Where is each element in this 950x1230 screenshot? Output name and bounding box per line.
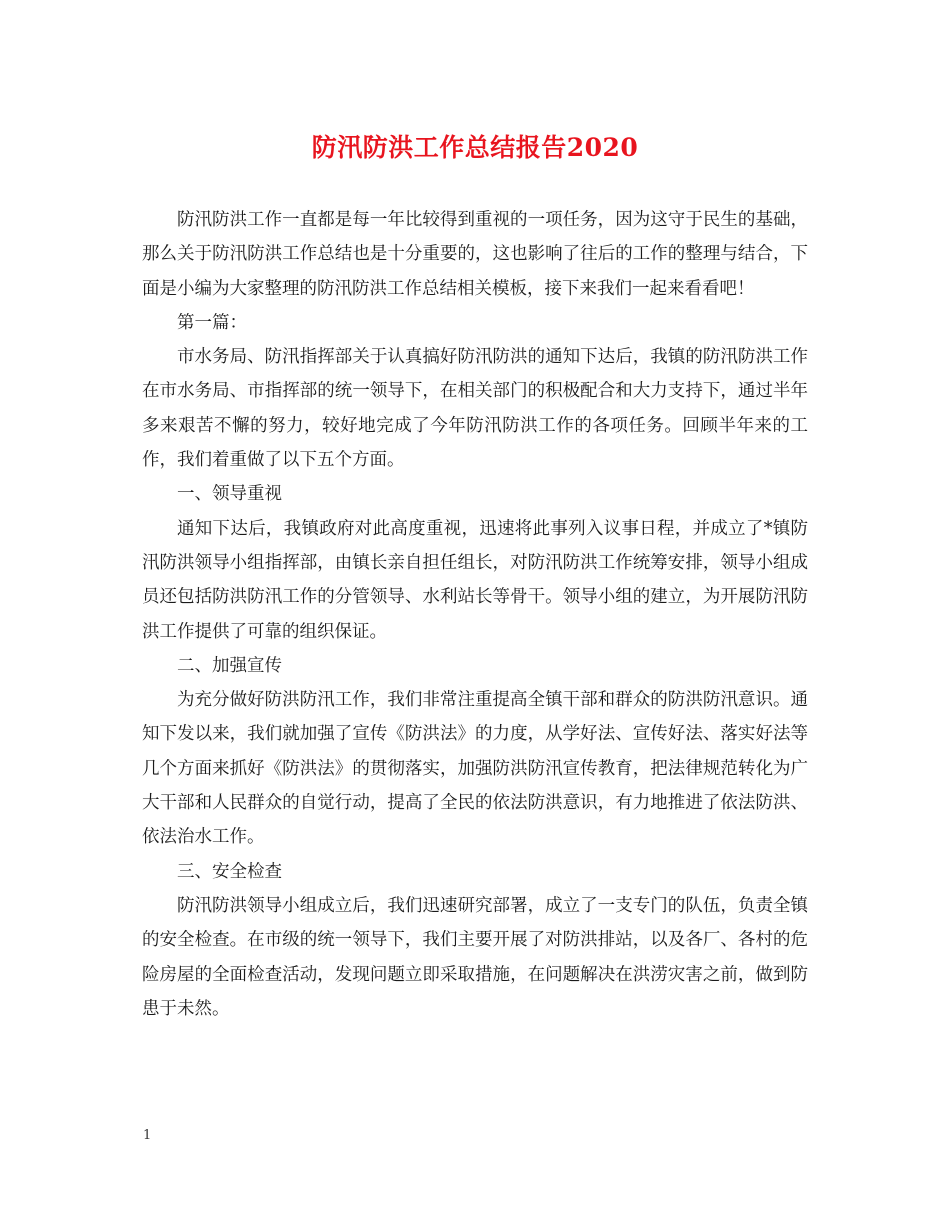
document-body [142, 203, 808, 1026]
paragraph-safety-inspection: 防汛防洪领导小组成立后，我们迅速研究部署，成立了一支专门的队伍，负责全镇的安全检查。在市级的统一领导下，我们主要开展了对防洪排站，以及各厂、各村的危险房屋的全面检查活动，发现问题立即采取措施，在问题解决在洪涝灾害之前，做到防患于未然。 [142, 895, 808, 1019]
paragraph-leadership: 通知下达后，我镇政府对此高度重视，迅速将此事列入议事日程，并成立了*镇防汛防洪领导小组指挥部，由镇长亲自担任组长，对防汛防洪工作统筹安排，领导小组成员还包括防洪防汛工作的分管领导、水利站长等骨干。领导小组的建立，为开展防汛防洪工作提供了可靠的组织保证。 [142, 518, 808, 642]
section-heading-leadership: 一、领导重视 [177, 484, 282, 505]
paragraph-part-one-body: 市水务局、防汛指挥部关于认真搞好防汛防洪的通知下达后，我镇的防汛防洪工作在市水务局、市指挥部的统一领导下，在相关部门的积极配合和大力支持下，通过半年多来艰苦不懈的努力，较好地完成了今年防汛防洪工作的各项任务。回顾半年来的工作，我们着重做了以下五个方面。 [142, 347, 808, 471]
paragraph-publicity: 为充分做好防洪防汛工作，我们非常注重提高全镇干部和群众的防洪防汛意识。通知下发以来，我们就加强了宣传《防洪法》的力度，从学好法、宣传好法、落实好法等几个方面来抓好《防洪法》的贯彻落实，加强防洪防汛宣传教育，把法律规范转化为广大干部和人民群众的自觉行动，提高了全民的依法防洪意识，有力地推进了依法防洪、依法治水工作。 [142, 690, 808, 848]
page-number: 1 [143, 1128, 152, 1143]
paragraph-intro: 防汛防洪工作一直都是每一年比较得到重视的一项任务，因为这守于民生的基础，那么关于防汛防洪工作总结也是十分重要的，这也影响了往后的工作的整理与结合，下面是小编为大家整理的防汛防洪工作总结相关模板，接下来我们一起来看看吧！ [142, 210, 808, 299]
section-heading-publicity: 二、加强宣传 [177, 655, 282, 676]
section-heading-safety-inspection: 三、安全检查 [177, 861, 282, 882]
paragraph-part-one-heading: 第一篇： [177, 312, 247, 333]
document-title: 防汛防洪工作总结报告2020 [311, 133, 639, 162]
